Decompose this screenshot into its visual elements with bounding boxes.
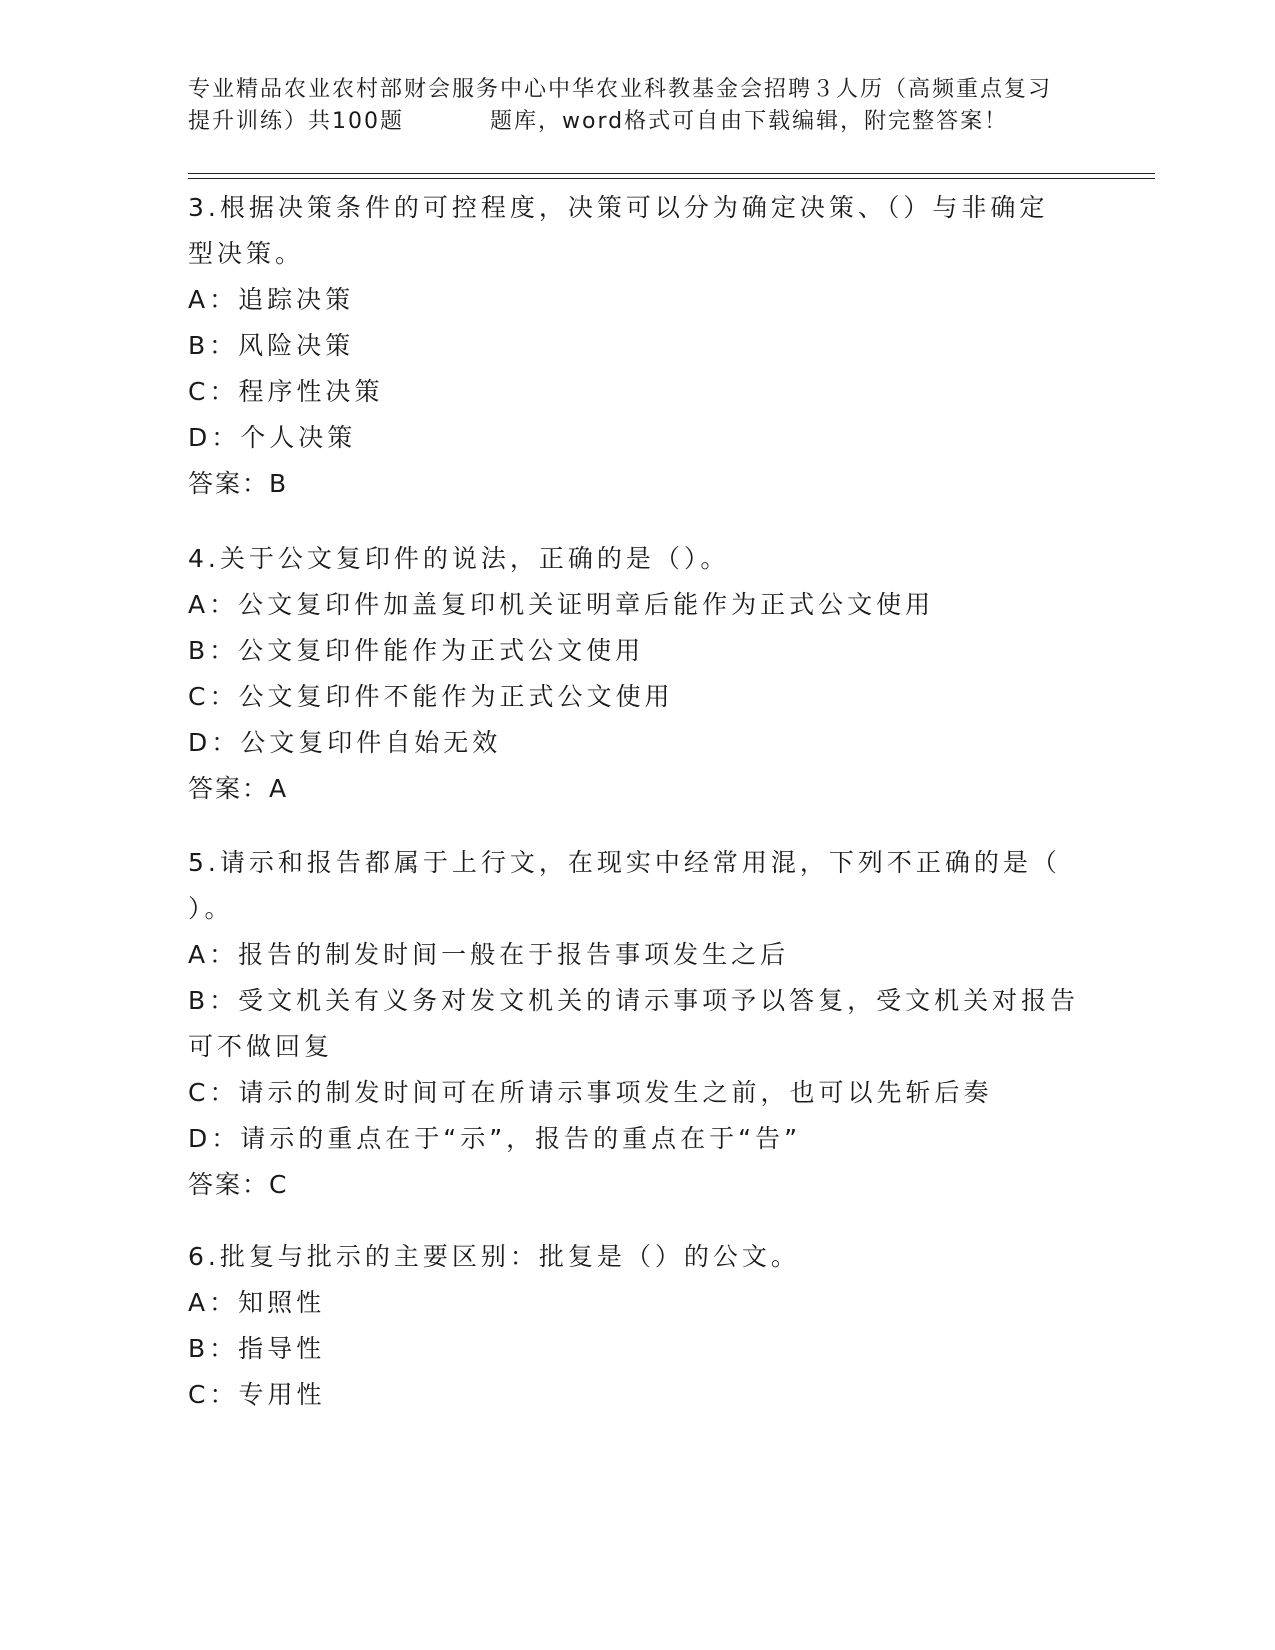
option-c: C：程序性决策 <box>188 377 384 406</box>
option-d: D：公文复印件自始无效 <box>188 728 502 757</box>
question-stem: 6.批复与批示的主要区别：批复是（）的公文。 <box>188 1242 800 1271</box>
question-4 <box>188 536 1088 812</box>
question-5 <box>188 840 1088 1208</box>
option-b: B：公文复印件能作为正式公文使用 <box>188 636 645 665</box>
question-stem: 5.请示和报告都属于上行文，在现实中经常用混，下列不正确的是（ <box>188 848 1061 877</box>
question-stem: 型决策。 <box>188 239 305 268</box>
header-line-2-right: 题库，word格式可自由下载编辑，附完整答案！ <box>490 109 1009 134</box>
option-d: D：个人决策 <box>188 423 357 452</box>
option-a: A：追踪决策 <box>188 285 355 314</box>
header-line-1: 专业精品农业农村部财会服务中心中华农业科教基金会招聘３人历（高频重点复习 <box>188 77 1053 102</box>
option-c: C：公文复印件不能作为正式公文使用 <box>188 682 674 711</box>
option-b: B：指导性 <box>188 1334 326 1363</box>
question-stem: ）。 <box>188 894 234 923</box>
document-header <box>188 74 1088 138</box>
header-rule-top <box>188 173 1155 174</box>
option-c: C：专用性 <box>188 1380 326 1409</box>
option-a: A：公文复印件加盖复印机关证明章后能作为正式公文使用 <box>188 590 935 619</box>
option-c: C：请示的制发时间可在所请示事项发生之前，也可以先斩后奏 <box>188 1078 993 1107</box>
question-stem: 4.关于公文复印件的说法，正确的是（）。 <box>188 544 730 573</box>
option-b: B：受文机关有义务对发文机关的请示事项予以答复，受文机关对报告 <box>188 986 1080 1015</box>
answer: 答案：A <box>188 774 289 803</box>
header-line-2-left: 提升训练）共100题 <box>188 109 404 134</box>
option-b-continued: 可不做回复 <box>188 1032 334 1061</box>
answer: 答案：B <box>188 469 289 498</box>
header-rule-bottom <box>188 178 1155 179</box>
question-stem: 3.根据决策条件的可控程度，决策可以分为确定决策、（）与非确定 <box>188 193 1049 222</box>
question-6 <box>188 1234 1088 1418</box>
option-a: A：报告的制发时间一般在于报告事项发生之后 <box>188 940 790 969</box>
header-line-2 <box>188 106 1088 138</box>
option-a: A：知照性 <box>188 1288 326 1317</box>
answer: 答案：C <box>188 1170 289 1199</box>
question-3 <box>188 185 1088 507</box>
option-d: D：请示的重点在于“示”，报告的重点在于“告” <box>188 1124 802 1153</box>
option-b: B：风险决策 <box>188 331 355 360</box>
